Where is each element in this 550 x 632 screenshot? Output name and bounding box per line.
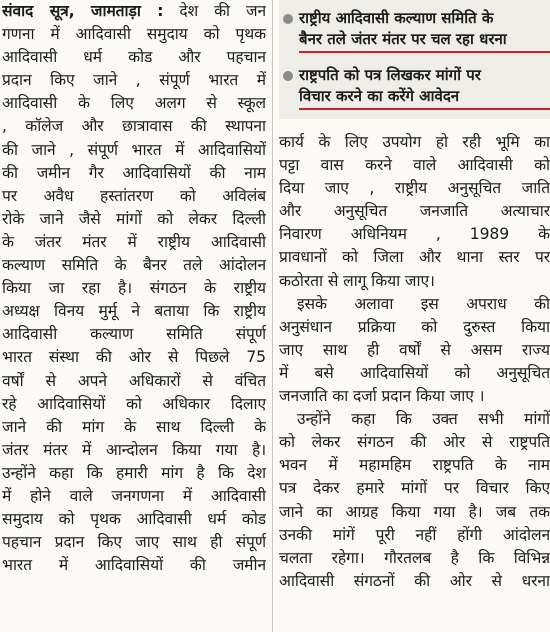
article-line: भारत में आदिवासियों की जमीन [2,556,266,575]
article-line: पत्र देकर हमारे मांगों पर विचार किए [279,479,550,498]
article-line: अध्यक्ष विनय मुर्मू ने बताया कि राष्ट्रीय [2,302,266,321]
bullet-icon [283,71,293,81]
article-line: में बसे आदिवासियों को अनुसूचित [279,363,550,382]
article-line: आदिवासी के लिए अलग से स्कूल [2,94,266,113]
right-article-text [279,131,550,593]
highlight-line-underlined: विचार करने का करेंगे आवेदन [299,86,550,110]
highlight-line-underlined: बैनर तले जंतर मंतर पर चल रहा धरना [299,29,550,53]
article-line: को लेकर संगठन की ओर से राष्ट्रपति [279,433,550,452]
article-line: उनकी मांगें पूरी नहीं होंगी आंदोलन [279,525,550,544]
article-line: उन्होंने कहा कि उक्त सभी मांगों [297,410,550,429]
article-line: वर्षों से अपने अधिकारों से वंचित [2,371,266,390]
first-line-text: देश की जन [179,2,266,20]
article-line: , कॉलेज और छात्रावास की स्थापना [2,117,266,136]
bullet-icon [283,14,293,24]
article-line: भारत संस्था की ओर से पिछले 75 [2,348,266,367]
left-article-text [0,0,268,577]
article-line: पट्टा वास करने वाले आदिवासी को [279,156,550,175]
column-divider [272,0,273,632]
article-line: जाने का आग्रह किया गया है। जब तक [279,502,550,521]
article-line: रहे आदिवासियों को अधिकार दिलाए [2,394,266,413]
article-line: जंतर मंतर में आन्दोलन किया गया है। [2,440,266,459]
article-line: के जंतर मंतर में राष्ट्रीय आदिवासी [2,232,266,251]
article-line [2,0,266,23]
article-line: और अनुसूचित जनजाति अत्याचार [279,202,550,221]
article-line: चलता रहेगा। गौरतलब है कि विभिन्न [279,548,550,567]
article-line: प्रदान किए जाने , संपूर्ण भारत में [2,71,266,90]
article-line: पर अवैध हस्तांतरण को अविलंब [2,186,266,205]
article-line: कठोरता से लागू किया जाए। [279,271,435,290]
article-line: जाए साथ ही वर्षों से असम राज्य [279,340,550,359]
left-column [0,0,268,577]
highlight-item [279,65,550,110]
dateline: संवाद सूत्र, जामताड़ा : [2,2,164,20]
highlight-item [279,8,550,53]
article-line: आदिवासी संगठनों की ओर से धरना [279,571,550,590]
article-line: की जमीन गैर आदिवासियों की नाम [2,163,266,182]
article-line: अनुसंधान प्रक्रिया को दुरुस्त किया [279,317,550,336]
article-line: रोके जाने जैसे मांगों को लेकर दिल्ली [2,209,266,228]
article-line: कार्य के लिए उपयोग हो रही भूमि का [279,133,550,151]
highlight-line: राष्ट्रपति को पत्र लिखकर मांगों पर [299,66,481,84]
highlight-box [279,0,550,119]
article-line: उन्होंने कहा कि हमारी मांग है कि देश [2,463,266,482]
article-line: किया जा रहा है। संगठन के राष्ट्रीय [2,279,266,298]
article-line: जाने की मांग के साथ दिल्ली के [2,417,266,436]
article-line: भवन में महामहिम राष्ट्रपति के नाम [279,456,550,475]
article-line: समुदाय को पृथक आदिवासी धर्म कोड [2,510,266,529]
article-line: इसके अलावा इस अपराध की [297,294,550,313]
article-line: में होने वाले जनगणना में आदिवासी [2,486,266,505]
article-line: प्रावधानों को जिला और थाना स्तर पर [279,248,550,267]
article-line: जनजाति का दर्जा प्रदान किया जाए । [279,387,485,406]
article-line: पहचान प्रदान किए जाए साथ ही संपूर्ण [2,533,266,552]
article-line: की जाने , संपूर्ण भारत में आदिवासियों [2,140,266,159]
article-line: निवारण अधिनियम , 1989 के [279,225,550,244]
article-line: कल्याण समिति के बैनर तले आंदोलन [2,256,266,275]
highlight-line: राष्ट्रीय आदिवासी कल्याण समिति के [299,9,494,27]
article-line: आदिवासी धर्म कोड और पहचान [2,48,266,67]
article-line: दिया जाए , राष्ट्रीय अनुसूचित जाति [279,179,550,198]
article-line: गणना में आदिवासी समुदाय को पृथक [2,25,266,44]
article-line: आदिवासी कल्याण समिति संपूर्ण [2,325,266,344]
